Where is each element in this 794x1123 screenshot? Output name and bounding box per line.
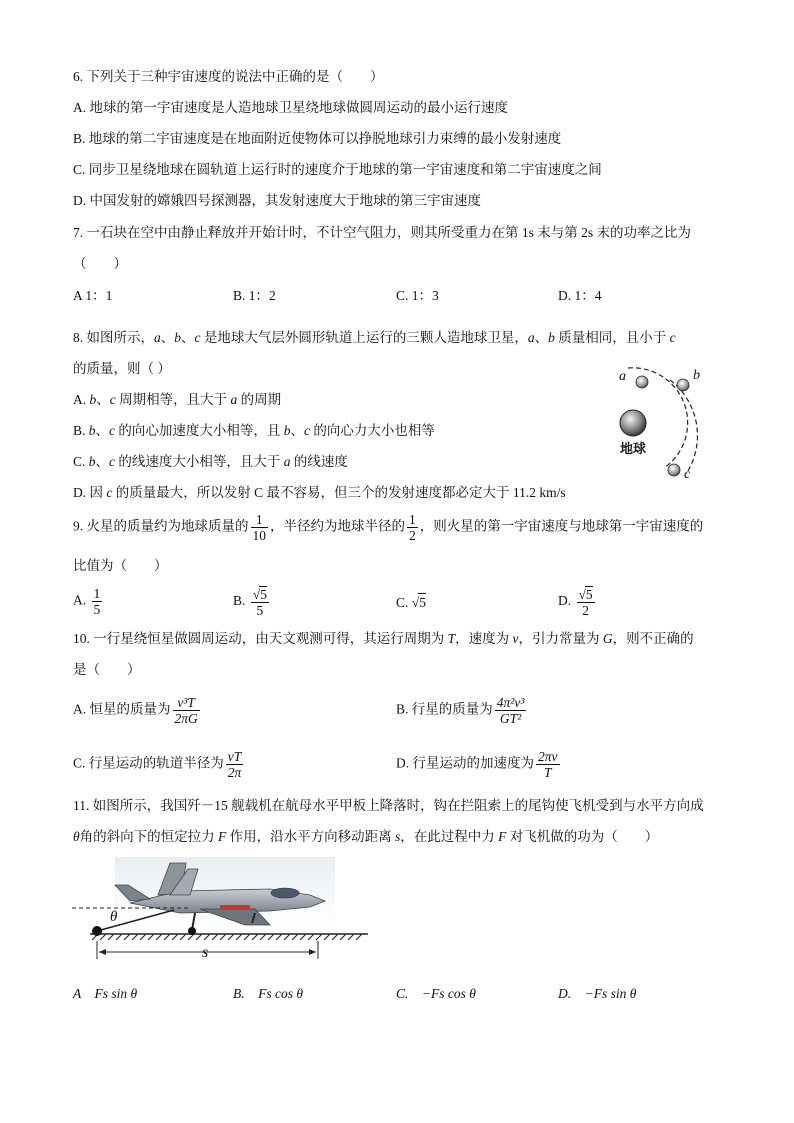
q11-stem-cont: θ角的斜向下的恒定拉力 F 作用，沿水平方向移动距离 s，在此过程中力 F 对飞机做的功为（ ） — [73, 829, 659, 844]
satellite-c-icon — [668, 464, 680, 476]
deck-hatching — [92, 934, 362, 940]
q6-option-d[interactable]: D. 中国发射的嫦娥四号探测器，其发射速度大于地球的第三宇宙速度 — [73, 193, 481, 208]
q10-option-b[interactable]: B. 行星的质量为 $\frac{\text{4π²v³}}{\text{GT²}}$ — [396, 695, 525, 726]
q9-stem-cont: 比值为（ ） — [73, 558, 168, 573]
satellite-c-label: c — [684, 467, 691, 482]
q11-option-c[interactable]: C. −Fs cos θ — [396, 986, 476, 1001]
q6-option-a[interactable]: A. 地球的第一宇宙速度是人造地球卫星绕地球做圆周运动的最小运行速度 — [73, 100, 508, 115]
q11-stem: 11. 如图所示，我国歼－15 舰载机在航母水平甲板上降落时，钩在拦阻索上的尾钩使飞机受到与水平方向成 — [73, 798, 704, 813]
earth-icon — [620, 410, 646, 436]
q8-stem-cont: 的质量，则（ ） — [73, 361, 171, 376]
distance-s-label: s — [202, 944, 209, 961]
q7-option-b[interactable]: B. 1：2 — [233, 288, 276, 303]
q10-option-c[interactable]: C. 行星运动的轨道半径为 $\frac{vT}{2\pi}$ — [73, 749, 242, 780]
satellite-b-label: b — [693, 368, 700, 383]
q7-option-c[interactable]: C. 1：3 — [396, 288, 439, 303]
q11-option-a[interactable]: A Fs sin θ — [73, 986, 138, 1001]
cable-anchor-start — [92, 926, 102, 936]
angle-theta-label: θ — [110, 909, 118, 925]
q6-stem: 6. 下列关于三种宇宙速度的说法中正确的是（ ） — [73, 69, 384, 84]
q9-stem: 9. 火星的质量约为地球质量的 $\frac{1}{10}$ ，半径约为地球半径的 $\frac{1}{2}$ ，则火星的第一宇宙速度与地球第一宇宙速度的 — [73, 512, 704, 543]
q10-option-a[interactable]: A. 恒星的质量为 $\frac{\text{v³T}}{2\pi G}$ — [73, 695, 198, 726]
q6-option-b[interactable]: B. 地球的第二宇宙速度是在地面附近使物体可以挣脱地球引力束缚的最小发射速度 — [73, 131, 562, 146]
carrier-landing-figure — [70, 855, 370, 967]
q9-option-b[interactable]: B. $\frac{√5}{5}$ — [233, 587, 267, 618]
q11-option-d[interactable]: D. −Fs sin θ — [558, 986, 637, 1001]
q10-option-d[interactable]: D. 行星运动的加速度为 $\frac{2\pi v}{T}$ — [396, 749, 558, 780]
cable-anchor-wheel — [188, 927, 196, 935]
q8-option-c[interactable]: C. b、c 的线速度大小相等，且大于 a 的线速度 — [73, 454, 348, 469]
q9-option-a[interactable]: A. $\frac{1}{5}$ — [73, 586, 101, 617]
q7-option-a[interactable]: A 1：1 — [73, 288, 113, 303]
earth-label: 地球 — [620, 442, 647, 457]
q10-stem-cont: 是（ ） — [73, 662, 141, 677]
q11-option-b[interactable]: B. Fs cos θ — [233, 986, 303, 1001]
q7-option-d[interactable]: D. 1：4 — [558, 288, 602, 303]
q9-option-c[interactable]: C. √5 — [396, 595, 426, 610]
q7-stem: 7. 一石块在空中由静止释放并开始计时，不计空气阻力，则其所受重力在第 1s 末与第 2s 末的功率之比为 — [73, 225, 692, 240]
outer-orbit — [670, 380, 697, 474]
satellite-a-icon — [636, 376, 648, 388]
satellite-a-label: a — [619, 369, 626, 384]
q6-option-c[interactable]: C. 同步卫星绕地球在圆轨道上运行时的速度介于地球的第一宇宙速度和第二宇宙速度之间 — [73, 162, 602, 177]
satellite-b-icon — [677, 379, 689, 391]
q9-option-d[interactable]: D. $\frac{√5}{2}$ — [558, 587, 593, 618]
q7-stem-cont: （ ） — [73, 256, 127, 271]
q8-option-a[interactable]: A. b、c 周期相等，且大于 a 的周期 — [73, 392, 282, 407]
q10-stem: 10. 一行星绕恒星做圆周运动，由天文观测可得，其运行周期为 T，速度为 v，引力常量为 G，则不正确的 — [73, 631, 694, 646]
satellite-orbit-figure — [598, 356, 718, 488]
q8-option-d[interactable]: D. 因 c 的质量最大，所以发射 C 最不容易，但三个的发射速度都必定大于 11.2 km/s — [73, 485, 566, 500]
q8-option-b[interactable]: B. b、c 的向心加速度大小相等，且 b、c 的向心力大小也相等 — [73, 423, 435, 438]
q8-stem: 8. 如图所示，a、b、c 是地球大气层外圆形轨道上运行的三颗人造地球卫星，a、b 质量相同，且小于 c — [73, 330, 676, 345]
